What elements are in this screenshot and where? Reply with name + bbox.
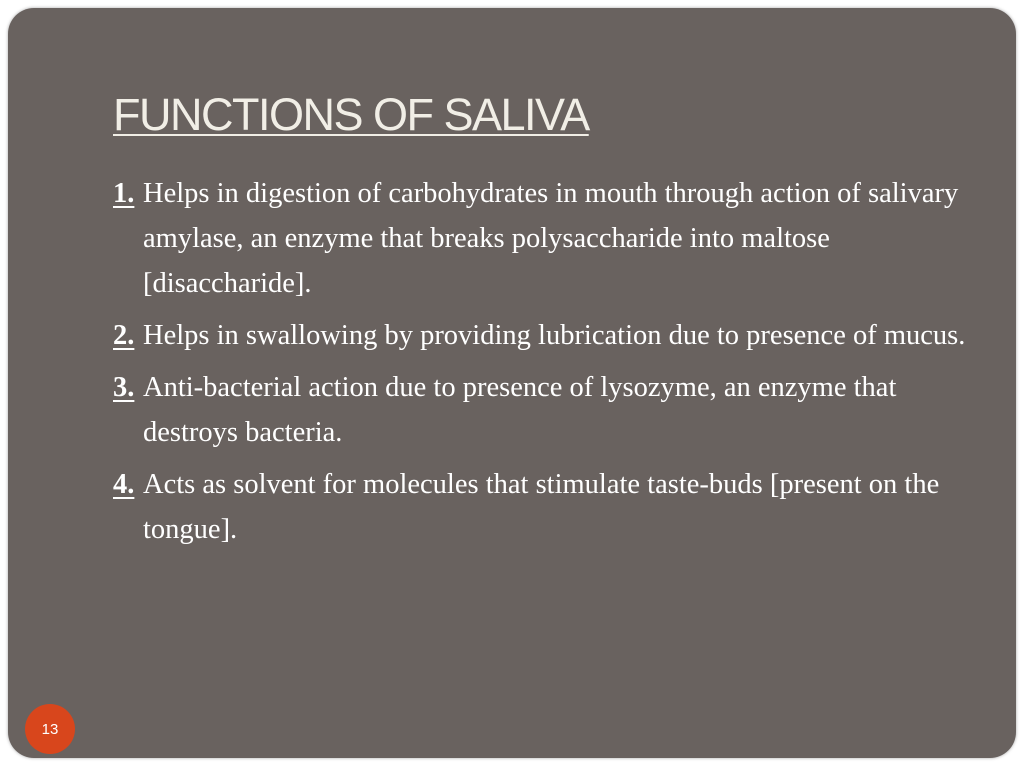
item-text: Helps in digestion of carbohydrates in mouth through action of salivary amylase, an enzyme that breaks polysaccharide into maltose [disaccharide].	[143, 178, 959, 299]
slide-number-badge: 13	[25, 704, 75, 754]
slide	[8, 8, 1016, 758]
item-number: 1.	[113, 178, 135, 209]
bullet-list	[113, 171, 973, 559]
list-item	[113, 313, 973, 358]
list-item	[113, 365, 973, 455]
item-number: 3.	[113, 372, 135, 403]
item-number: 4.	[113, 469, 135, 500]
slide-title: FUNCTIONS OF SALIVA	[113, 89, 589, 140]
item-text: Anti-bacterial action due to presence of lysozyme, an enzyme that destroys bacteria.	[143, 372, 897, 448]
list-item	[113, 462, 973, 552]
list-item	[113, 171, 973, 306]
item-text: Acts as solvent for molecules that stimulate taste-buds [present on the tongue].	[143, 469, 940, 545]
item-number: 2.	[113, 320, 135, 351]
item-text: Helps in swallowing by providing lubrication due to presence of mucus.	[143, 320, 966, 351]
